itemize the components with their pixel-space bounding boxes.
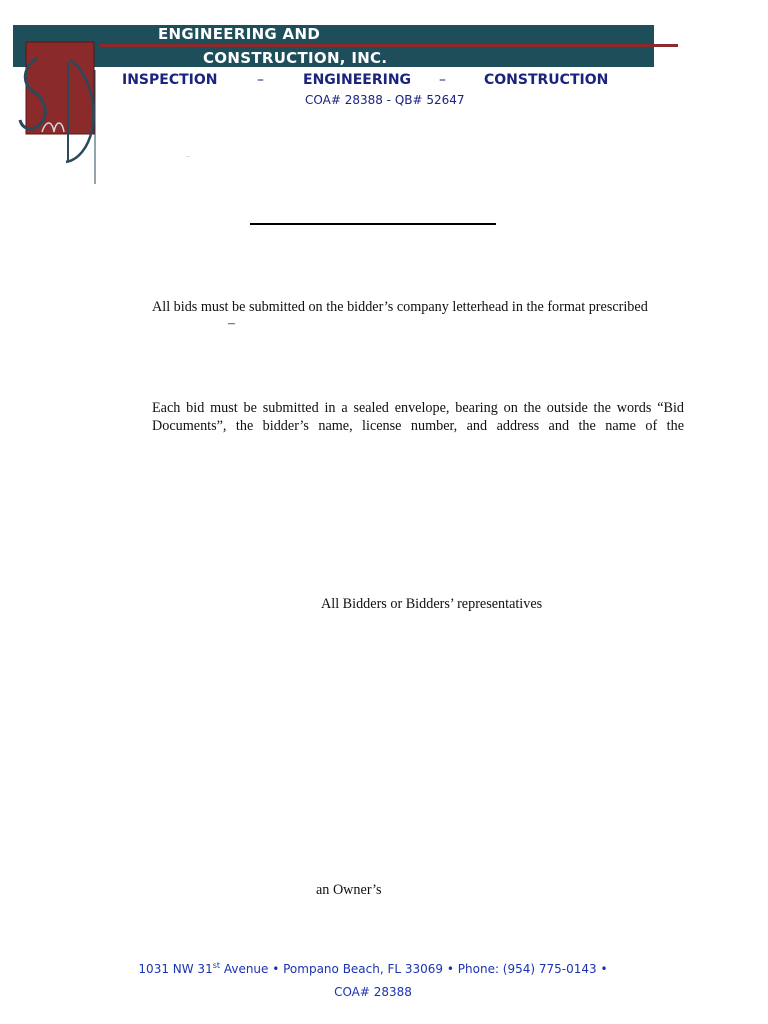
paragraph-owner: an Owner’s	[316, 882, 382, 898]
paragraph-bid-format: All bids must be submitted on the bidder’s company letterhead in the format prescribed	[152, 299, 648, 315]
header-accent-line	[100, 44, 678, 47]
paragraph-sealed-envelope	[152, 399, 684, 435]
dash-mark: –	[228, 316, 235, 331]
footer-address	[0, 961, 746, 976]
company-monogram-logo	[16, 40, 100, 185]
service-separator: –	[439, 72, 446, 88]
company-name-line2: CONSTRUCTION, INC.	[203, 49, 388, 67]
paragraph-line: Each bid must be submitted in a sealed envelope, bearing on the outside the words “Bid	[152, 400, 684, 416]
footer-license-number: COA# 28388	[334, 985, 412, 999]
service-separator: –	[257, 72, 264, 88]
services-line	[122, 72, 609, 92]
footer-address-rest: Avenue • Pompano Beach, FL 33069 • Phone: (954) 775-0143 •	[220, 962, 608, 976]
header-license-numbers: COA# 28388 - QB# 52647	[305, 93, 465, 107]
faint-mark: ..	[186, 150, 190, 159]
service-engineering: ENGINEERING	[303, 72, 412, 88]
paragraph-bidders-representatives: All Bidders or Bidders’ representatives	[321, 596, 543, 612]
footer-address-ordinal: st	[212, 961, 221, 970]
footer-address-start: 1031 NW 31	[138, 962, 213, 976]
company-name-line1: ENGINEERING AND	[158, 25, 321, 43]
service-inspection: INSPECTION	[122, 72, 218, 88]
service-construction: CONSTRUCTION	[484, 72, 609, 88]
title-underline	[250, 223, 496, 225]
paragraph-line: Documents”, the bidder’s name, license number, and address and the name of the	[152, 418, 684, 434]
